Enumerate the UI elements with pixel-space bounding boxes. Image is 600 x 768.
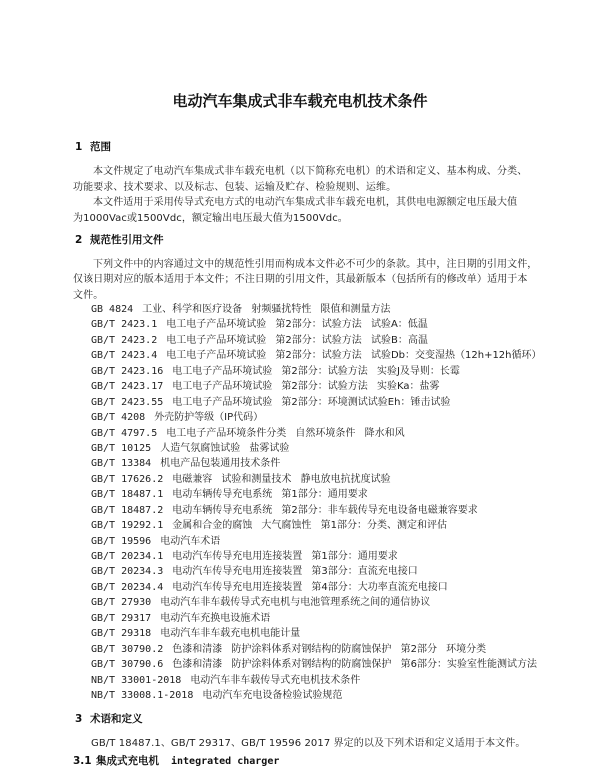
reference-title: 电工电子产品环境试验 第2部分：试验方法 试验B：高温 [166, 334, 428, 346]
reference-item [91, 410, 542, 425]
reference-code: GB/T 18487.1 [91, 489, 164, 501]
reference-code: GB/T 13384 [91, 458, 152, 470]
document-title: 电动汽车集成式非车载充电机技术条件 [172, 92, 428, 110]
reference-item [91, 348, 542, 363]
reference-code: NB/T 33001-2018 [91, 674, 182, 686]
reference-title: 电动汽车传导充电用连接装置 第3部分：直流充电接口 [172, 566, 418, 578]
paragraph-line: 为1000Vac或1500Vdc，额定输出电压最大值为1500Vdc。 [73, 213, 348, 224]
section-heading-normative-references [75, 234, 164, 247]
reference-title: 电工电子产品环境试验 第2部分：试验方法 试验Db：交变湿热（12h+12h循环） [166, 350, 542, 362]
reference-item [91, 611, 542, 626]
section-number: 2 [75, 234, 83, 246]
term-entry [73, 755, 279, 768]
reference-title: 电动车辆传导充电系统 第1部分：通用要求 [172, 489, 368, 501]
section-heading-terms-and-definitions [75, 713, 143, 726]
reference-code: GB/T 2423.1 [91, 319, 158, 331]
section-number: 1 [75, 141, 83, 153]
reference-item [91, 317, 542, 332]
reference-code: GB/T 27930 [91, 597, 152, 609]
reference-code: GB/T 17626.2 [91, 473, 164, 485]
reference-code: GB/T 2423.16 [91, 365, 164, 377]
term-chinese: 集成式充电机 [96, 755, 159, 767]
reference-title: 电动汽车非车载传导式充电机与电池管理系统之间的通信协议 [160, 597, 431, 609]
reference-title: 色漆和清漆 防护涂料体系对钢结构的防腐蚀保护 第2部分 环境分类 [172, 643, 487, 655]
reference-title: 电工电子产品环境试验 第2部分：试验方法 试验A：低温 [166, 319, 428, 331]
reference-code: GB/T 18487.2 [91, 504, 164, 516]
reference-item [91, 379, 542, 394]
term-english: integrated charger [171, 756, 280, 767]
reference-title: 电动汽车非车载传导式充电机技术条件 [190, 674, 361, 686]
reference-title: 电工电子产品环境试验 第2部分：试验方法 实验J及导则：长霉 [172, 365, 460, 377]
reference-code: GB/T 10125 [91, 442, 152, 454]
reference-code: GB 4824 [91, 304, 134, 315]
reference-title: 电工电子产品环境条件分类 自然环境条件 降水和风 [166, 427, 405, 439]
section-title: 范围 [90, 141, 111, 153]
reference-code: GB/T 30790.2 [91, 643, 164, 655]
reference-item [91, 642, 542, 657]
reference-item [91, 441, 542, 456]
reference-title: 电动汽车传导充电用连接装置 第4部分：大功率直流充电接口 [172, 581, 448, 593]
reference-item [91, 518, 542, 533]
reference-item [91, 333, 542, 348]
reference-code: NB/T 33008.1-2018 [91, 689, 194, 701]
reference-item [91, 580, 542, 595]
reference-list [91, 302, 542, 703]
reference-item [91, 595, 542, 610]
reference-item [91, 688, 542, 703]
reference-code: GB/T 19292.1 [91, 520, 164, 532]
reference-code: GB/T 4208 [91, 412, 146, 424]
paragraph-line: 仅该日期对应的版本适用于本文件；不注日期的引用文件，其最新版本（包括所有的修改单）适用于本 [73, 274, 528, 285]
reference-title: 外壳防护等级（IP代码） [154, 412, 264, 424]
reference-title: 电动汽车充电设备检验试验规范 [202, 689, 343, 701]
reference-item [91, 503, 542, 518]
reference-item [91, 673, 542, 688]
section-heading-scope [75, 141, 111, 154]
reference-item [91, 657, 542, 672]
paragraph-line: 文件。 [73, 290, 104, 301]
reference-title: 电动汽车术语 [160, 535, 221, 547]
reference-code: GB/T 2423.17 [91, 381, 164, 393]
reference-title: 金属和合金的腐蚀 大气腐蚀性 第1部分：分类、测定和评估 [172, 520, 447, 532]
paragraph-line: 本文件适用于采用传导式充电方式的电动汽车集成式非车载充电机，其供电电源额定电压最大值 [93, 197, 518, 208]
reference-item [91, 626, 542, 641]
reference-title: 色漆和清漆 防护涂料体系对钢结构的防腐蚀保护 第6部分：实验室性能测试方法 [172, 659, 537, 671]
reference-code: GB/T 4797.5 [91, 427, 158, 439]
section-title: 规范性引用文件 [90, 234, 164, 246]
reference-item [91, 534, 542, 549]
paragraph-line: 功能要求、技术要求、以及标志、包装、运输及贮存、检验规则、运维。 [73, 182, 397, 193]
reference-item [91, 487, 542, 502]
paragraph-line: 本文件规定了电动汽车集成式非车载充电机（以下简称充电机）的术语和定义、基本构成、分类、 [93, 166, 528, 177]
reference-code: GB/T 29317 [91, 612, 152, 624]
section-title: 术语和定义 [90, 713, 143, 725]
paragraph-line: GB/T 18487.1、GB/T 29317、GB/T 19596 2017 界定的以及下列术语和定义适用于本文件。 [91, 738, 526, 749]
reference-code: GB/T 2423.2 [91, 334, 158, 346]
reference-item [91, 395, 542, 410]
reference-code: GB/T 19596 [91, 535, 152, 547]
paragraph-line: 下列文件中的内容通过文中的规范性引用而构成本文件必不可少的条款。其中，注日期的引用文件， [93, 259, 538, 270]
reference-title: 电动汽车传导充电用连接装置 第1部分：通用要求 [172, 551, 398, 562]
reference-code: GB/T 2423.4 [91, 350, 158, 362]
reference-item [91, 549, 542, 564]
reference-code: GB/T 30790.6 [91, 659, 164, 671]
reference-code: GB/T 20234.1 [91, 551, 164, 562]
term-number: 3.1 [73, 755, 92, 767]
reference-title: 电动汽车非车载充电机电能计量 [160, 628, 301, 640]
reference-title: 工业、科学和医疗设备 射频骚扰特性 限值和测量方法 [142, 304, 391, 315]
reference-title: 电工电子产品环境试验 第2部分：环境测试试验Eh：锤击试验 [172, 396, 451, 408]
reference-title: 机电产品包装通用技术条件 [160, 458, 281, 470]
reference-item [91, 302, 542, 317]
reference-item [91, 426, 542, 441]
reference-code: GB/T 20234.3 [91, 566, 164, 578]
reference-code: GB/T 20234.4 [91, 581, 164, 593]
reference-code: GB/T 29318 [91, 628, 152, 640]
section-number: 3 [75, 713, 83, 725]
reference-title: 人造气氛腐蚀试验 盐雾试验 [160, 442, 290, 454]
reference-title: 电工电子产品环境试验 第2部分：试验方法 实验Ka：盐雾 [172, 381, 440, 393]
reference-title: 电动车辆传导充电系统 第2部分：非车载传导充电设备电磁兼容要求 [172, 504, 478, 516]
reference-code: GB/T 2423.55 [91, 396, 164, 408]
reference-title: 电磁兼容 试验和测量技术 静电放电抗扰度试验 [172, 473, 391, 485]
reference-item [91, 456, 542, 471]
reference-title: 电动汽车充换电设施术语 [160, 612, 271, 624]
reference-item [91, 564, 542, 579]
reference-item [91, 364, 542, 379]
reference-item [91, 472, 542, 487]
